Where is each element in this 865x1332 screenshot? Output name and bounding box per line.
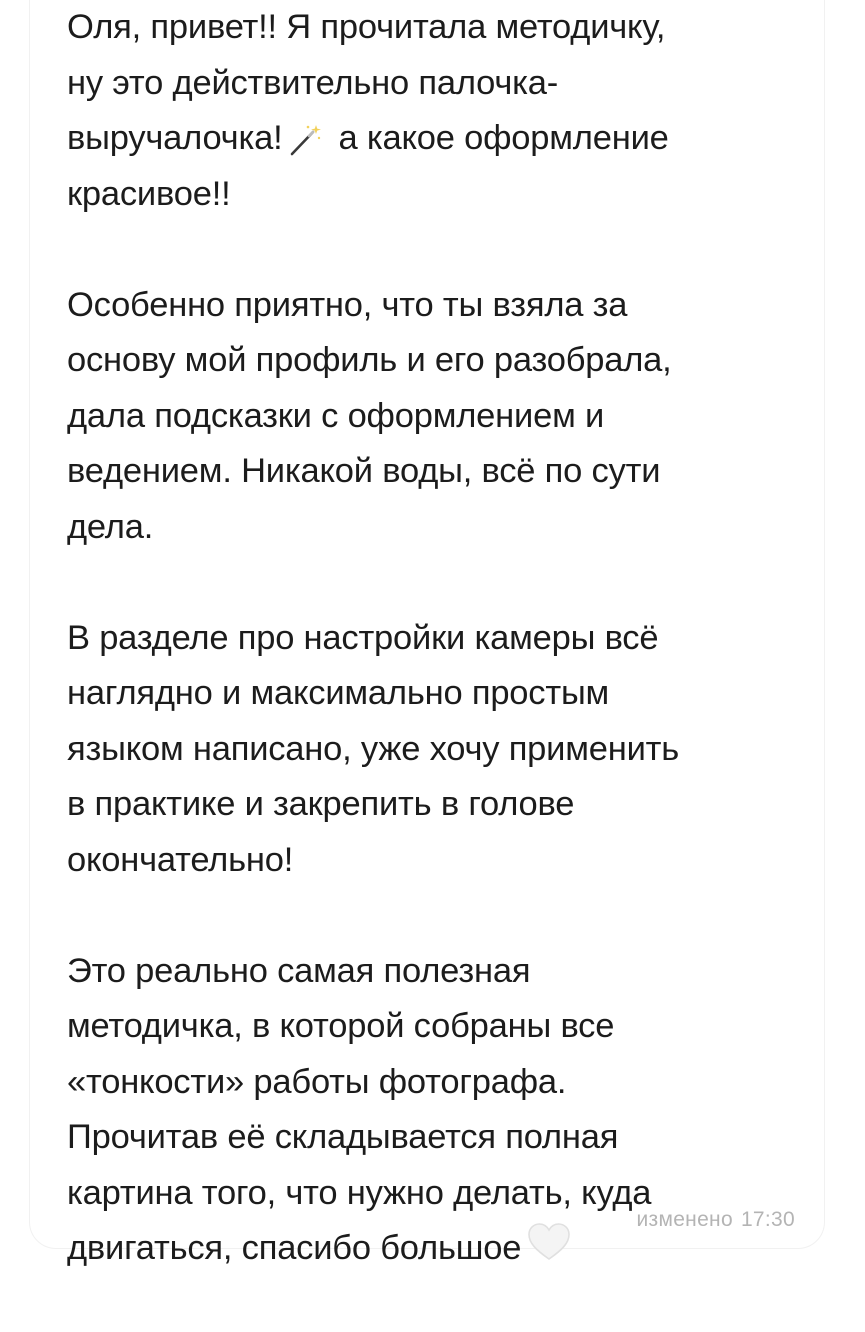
edited-label: изменено <box>636 1208 733 1231</box>
message-line: дала подсказки с оформлением и <box>67 396 605 435</box>
message-line-part: выручалочка! <box>67 119 283 157</box>
message-line: языком написано, уже хочу применить <box>67 729 680 768</box>
message-line-part: двигаться, спасибо большое <box>67 1229 522 1267</box>
message-line: ведением. Никакой воды, всё по сути <box>67 452 661 490</box>
message-line: дела. <box>67 507 154 546</box>
message-paragraph-3 <box>67 611 807 889</box>
message-line: картина того, что нужно делать, куда <box>67 1173 652 1212</box>
message-line: окончательно! <box>67 840 294 879</box>
message-line: в практике и закрепить в голове <box>67 785 575 823</box>
message-line: «тонкости» работы фотографа. <box>67 1062 567 1101</box>
message-paragraph-1 <box>67 0 807 222</box>
message-time: 17:30 <box>740 1208 795 1231</box>
message-line: методичка, в которой собраны все <box>67 1007 615 1045</box>
message-line: основу мой профиль и его разобрала, <box>67 341 672 379</box>
message-line: Оля, привет!! Я прочитала методичку, <box>67 8 666 46</box>
message-line: ну это действительно палочка- <box>67 63 559 102</box>
message-line: красивое!! <box>67 174 231 213</box>
message-meta <box>637 1208 796 1232</box>
white-heart-icon <box>527 1222 571 1262</box>
message-line: Особенно приятно, что ты взяла за <box>67 285 628 324</box>
message-line: Прочитав её складывается полная <box>67 1118 619 1156</box>
message-line: наглядно и максимально простым <box>67 674 610 712</box>
message-line: В разделе про настройки камеры всё <box>67 618 659 657</box>
message-line-with-wand <box>67 111 807 167</box>
message-line: Это реально самая полезная <box>67 951 531 990</box>
message-paragraph-2 <box>67 278 807 556</box>
message-line-part: а какое оформление <box>338 119 669 157</box>
message-text <box>67 0 807 1332</box>
magic-wand-icon <box>288 119 322 153</box>
